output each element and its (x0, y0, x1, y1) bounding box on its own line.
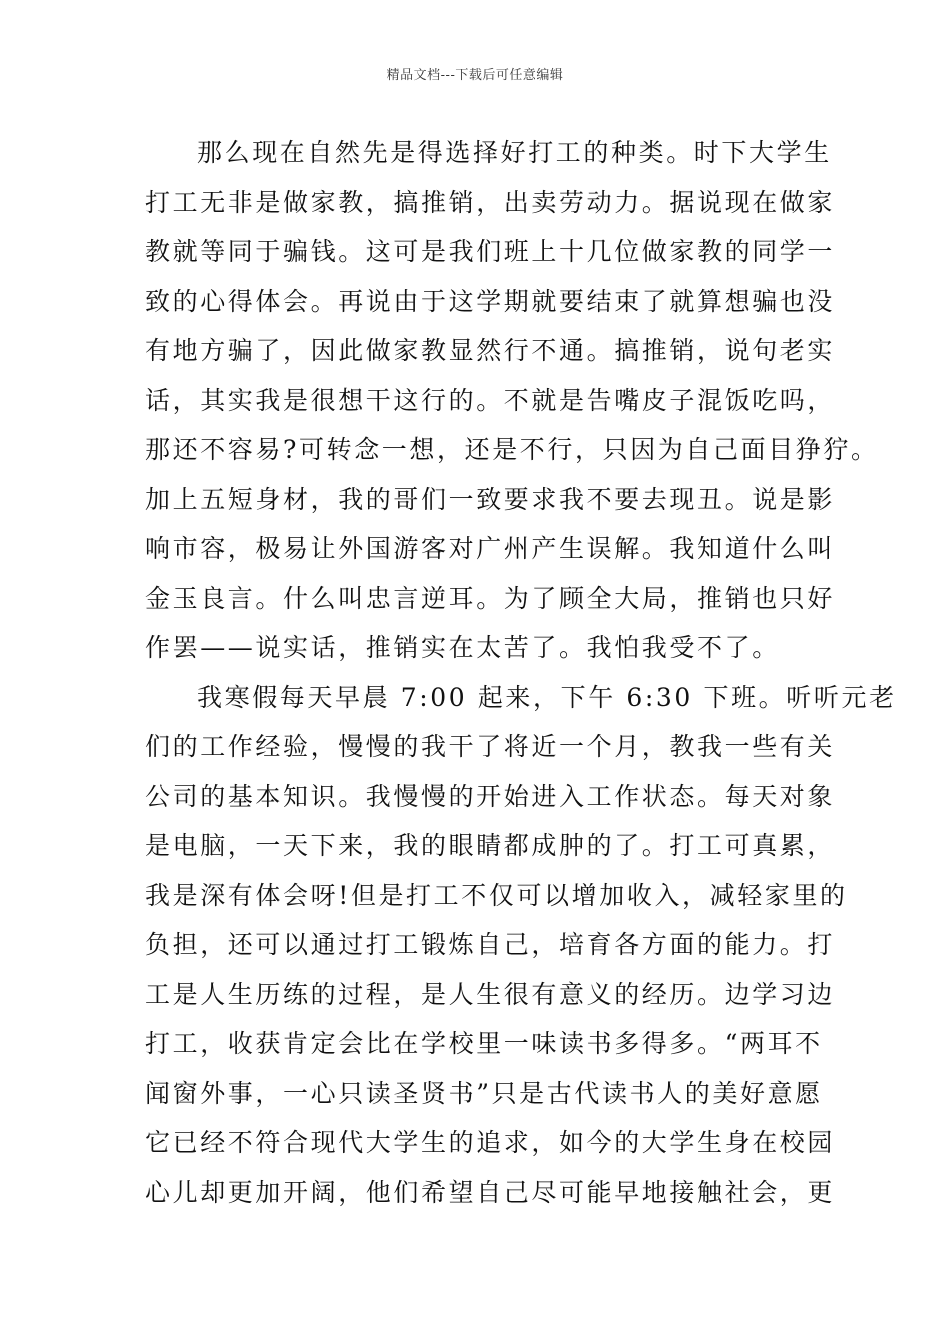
text-line: 公司的基本知识。我慢慢的开始进入工作状态。每天对象 (145, 781, 836, 811)
text-line: 打工无非是做家教，搞推销，出卖劳动力。据说现在做家 (145, 187, 836, 217)
text-line: 负担，还可以通过打工锻炼自己，培育各方面的能力。打 (145, 930, 836, 959)
text-line: 我寒假每天早晨 7:00 起来，下午 6:30 下班。听听元老 (197, 682, 897, 712)
document-body (145, 128, 897, 1217)
text-line: 响市容，极易让外国游客对广州产生误解。我知道什么叫 (145, 534, 836, 563)
text-line: 闻窗外事，一心只读圣贤书”只是古代读书人的美好意愿 (145, 1078, 823, 1108)
text-line: 是电脑，一天下来，我的眼睛都成肿的了。打工可真累， (145, 831, 836, 860)
text-line: 加上五短身材，我的哥们一致要求我不要去现丑。说是影 (145, 484, 836, 514)
page-header: 精品文档---下载后可任意编辑 (386, 68, 564, 83)
text-line: 话，其实我是很想干这行的。不就是告嘴皮子混饭吃吗， (145, 385, 836, 415)
text-line: 工是人生历练的过程，是人生很有意义的经历。边学习边 (145, 979, 836, 1009)
text-line: 打工，收获肯定会比在学校里一味读书多得多。“两耳不 (145, 1029, 823, 1058)
text-line: 那么现在自然先是得选择好打工的种类。时下大学生 (197, 138, 832, 167)
text-line: 心儿却更加开阔，他们希望自己尽可能早地接触社会，更 (145, 1177, 836, 1207)
text-line: 致的心得体会。再说由于这学期就要结束了就算想骗也没 (145, 286, 836, 316)
text-line: 那还不容易?可转念一想，还是不行，只因为自己面目狰狞。 (145, 435, 879, 464)
text-line: 有地方骗了，因此做家教显然行不通。搞推销，说句老实 (145, 336, 836, 365)
text-line: 金玉良言。什么叫忠言逆耳。为了顾全大局，推销也只好 (145, 583, 836, 613)
text-line: 教就等同于骗钱。这可是我们班上十几位做家教的同学一 (145, 237, 836, 266)
text-line: 它已经不符合现代大学生的追求，如今的大学生身在校园 (145, 1128, 836, 1157)
text-line: 作罢——说实话，推销实在太苦了。我怕我受不了。 (145, 633, 780, 662)
text-line: 们的工作经验，慢慢的我干了将近一个月，教我一些有关 (145, 732, 836, 761)
text-line: 我是深有体会呀!但是打工不仅可以增加收入，减轻家里的 (145, 880, 848, 910)
